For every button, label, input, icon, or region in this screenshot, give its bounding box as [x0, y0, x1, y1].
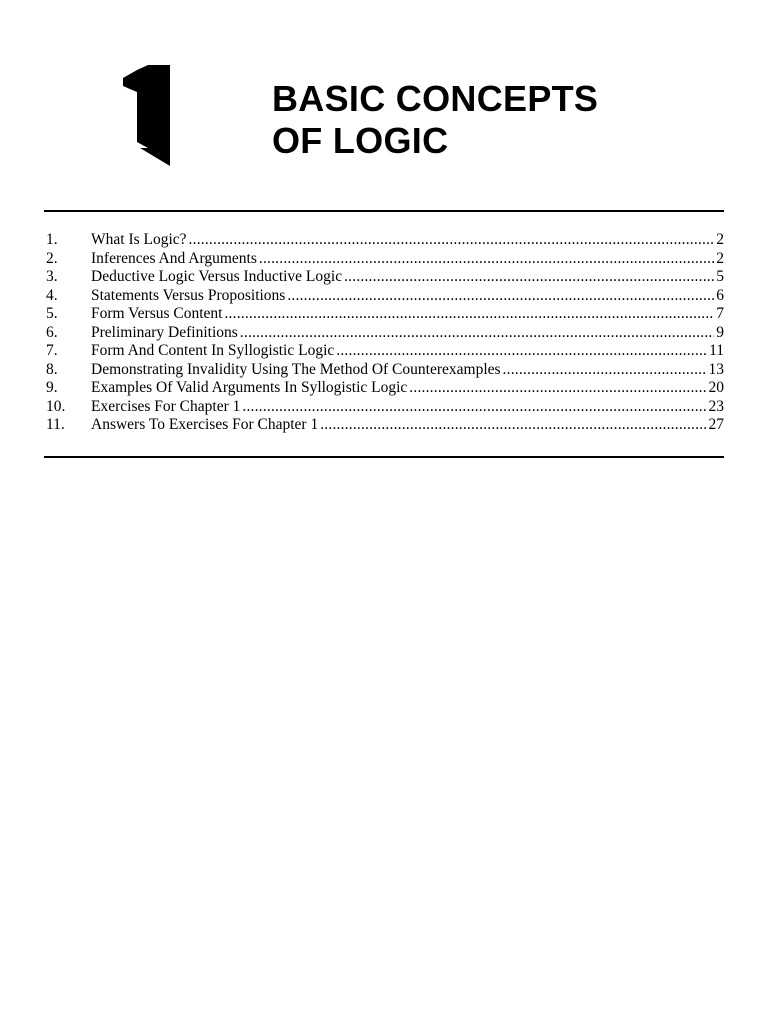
toc-entry[interactable] [46, 324, 724, 343]
toc-dot-leader [240, 324, 714, 343]
toc-dot-leader [259, 250, 714, 269]
chapter-title-line-1: BASIC CONCEPTS [272, 78, 599, 119]
toc-entry-page: 9 [716, 323, 724, 341]
toc-entry[interactable] [46, 342, 724, 361]
chapter-title [272, 78, 598, 162]
toc-entry-page: 27 [708, 416, 724, 433]
toc-entry-title: Answers To Exercises For Chapter 1 [91, 416, 319, 433]
toc-entry-title: Deductive Logic Versus Inductive Logic [91, 268, 343, 285]
chapter-title-line-2: OF LOGIC [272, 120, 449, 161]
toc-entry[interactable] [46, 416, 724, 435]
toc-entry-title: Exercises For Chapter 1 [91, 397, 241, 415]
toc-entry-title: Form And Content In Syllogistic Logic [91, 342, 335, 359]
toc-entry-title: Examples Of Valid Arguments In Syllogistic Logic [91, 379, 408, 396]
toc-dot-leader [242, 398, 706, 417]
toc-entry-page: 23 [708, 397, 724, 415]
toc-entry[interactable] [46, 398, 724, 417]
toc-entry[interactable] [46, 287, 724, 306]
toc-dot-leader [344, 268, 714, 287]
toc-entry-title: Statements Versus Propositions [91, 286, 286, 304]
toc-entry-page: 20 [708, 379, 724, 396]
toc-entry-number: 2. [46, 249, 58, 267]
toc-entry-number: 9. [46, 379, 58, 396]
toc-entry[interactable] [46, 379, 724, 398]
toc-entry-number: 3. [46, 268, 58, 285]
toc-entry-number: 10. [46, 397, 66, 415]
toc-entry[interactable] [46, 305, 724, 324]
toc-entry-page: 6 [716, 286, 724, 304]
top-divider [44, 210, 724, 212]
toc-entry-page: 2 [716, 231, 724, 248]
toc-entry[interactable] [46, 231, 724, 250]
toc-dot-leader [287, 287, 714, 306]
toc-dot-leader [409, 379, 706, 398]
toc-entry-page: 13 [708, 360, 724, 378]
toc-dot-leader [189, 231, 715, 250]
toc-entry-page: 2 [716, 249, 724, 267]
toc-dot-leader [336, 342, 707, 361]
toc-entry-number: 7. [46, 342, 58, 359]
toc-entry[interactable] [46, 250, 724, 269]
toc-entry-number: 1. [46, 231, 58, 248]
toc-dot-leader [503, 361, 707, 380]
table-of-contents [46, 231, 724, 435]
toc-entry-page: 7 [716, 305, 724, 322]
toc-entry-title: What Is Logic? [91, 231, 187, 248]
chapter-number-graphic [120, 62, 176, 170]
toc-dot-leader [320, 416, 706, 435]
toc-entry[interactable] [46, 361, 724, 380]
toc-entry[interactable] [46, 268, 724, 287]
toc-entry-number: 5. [46, 305, 58, 322]
toc-entry-page: 5 [716, 268, 724, 285]
toc-entry-title: Preliminary Definitions [91, 323, 238, 341]
toc-entry-number: 8. [46, 360, 58, 378]
toc-entry-title: Form Versus Content [91, 305, 223, 322]
toc-entry-title: Inferences And Arguments [91, 249, 257, 267]
toc-entry-number: 4. [46, 286, 58, 304]
toc-entry-title: Demonstrating Invalidity Using The Method Of Counterexamples [91, 360, 501, 378]
toc-entry-page: 11 [709, 342, 724, 359]
toc-entry-number: 11. [46, 416, 65, 433]
toc-entry-number: 6. [46, 323, 58, 341]
toc-dot-leader [224, 305, 714, 324]
bottom-divider [44, 456, 724, 458]
